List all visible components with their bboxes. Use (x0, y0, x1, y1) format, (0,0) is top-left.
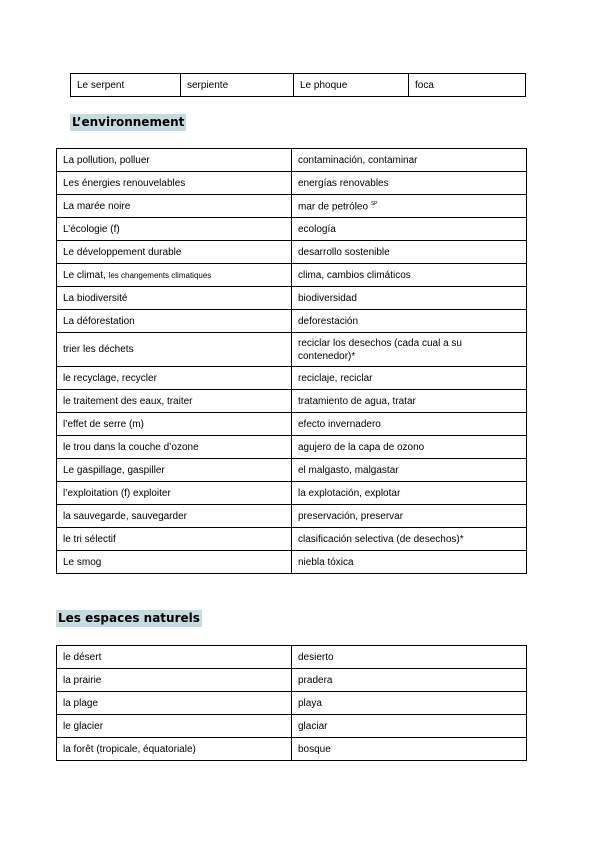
french-term: L’écologie (f) (57, 218, 292, 241)
spanish-term (292, 195, 527, 218)
table-row (57, 149, 527, 172)
french-term-text: Le climat, (63, 269, 106, 281)
table-row (57, 646, 527, 669)
spanish-term: reciclaje, reciclar (292, 367, 527, 390)
environment-vocabulary-table (56, 148, 527, 574)
table-cell: Le phoque (294, 74, 409, 97)
french-term: la sauvegarde, sauvegarder (57, 505, 292, 528)
table-row (57, 505, 527, 528)
table-row (57, 264, 527, 287)
table-row (57, 459, 527, 482)
table-row (57, 390, 527, 413)
table-row (57, 669, 527, 692)
spanish-term: tratamiento de agua, tratar (292, 390, 527, 413)
french-term: La pollution, polluer (57, 149, 292, 172)
french-term: l’effet de serre (m) (57, 413, 292, 436)
spanish-term: desarrollo sostenible (292, 241, 527, 264)
french-term: le trou dans la couche d’ozone (57, 436, 292, 459)
table-row (57, 241, 527, 264)
french-term: la forêt (tropicale, équatoriale) (57, 738, 292, 761)
spanish-term: glaciar (292, 715, 527, 738)
spanish-term: agujero de la capa de ozono (292, 436, 527, 459)
french-term: Le gaspillage, gaspiller (57, 459, 292, 482)
french-term: Le smog (57, 551, 292, 574)
table-row (57, 367, 527, 390)
french-term: La déforestation (57, 310, 292, 333)
table-row (57, 413, 527, 436)
french-term: Le développement durable (57, 241, 292, 264)
spanish-term: clima, cambios climáticos (292, 264, 527, 287)
french-term: La biodiversité (57, 287, 292, 310)
table-row (57, 218, 527, 241)
spanish-term: desierto (292, 646, 527, 669)
spanish-term: el malgasto, malgastar (292, 459, 527, 482)
table-row (57, 195, 527, 218)
spanish-term: preservación, preservar (292, 505, 527, 528)
spanish-term: ecología (292, 218, 527, 241)
spanish-term: playa (292, 692, 527, 715)
french-term: trier les déchets (57, 333, 292, 367)
spanish-term: la explotación, explotar (292, 482, 527, 505)
table-row (57, 551, 527, 574)
spanish-term: energías renovables (292, 172, 527, 195)
table-row (57, 172, 527, 195)
french-term: la prairie (57, 669, 292, 692)
french-term: l’exploitation (f) exploiter (57, 482, 292, 505)
french-term: le désert (57, 646, 292, 669)
animals-table (70, 73, 526, 97)
table-cell: foca (409, 74, 526, 97)
section-heading-environment: L’environnement (72, 115, 185, 129)
french-term: le glacier (57, 715, 292, 738)
region-note: SP (370, 201, 378, 208)
spanish-term: efecto invernadero (292, 413, 527, 436)
french-term: La marée noire (57, 195, 292, 218)
spanish-term: bosque (292, 738, 527, 761)
french-term: la plage (57, 692, 292, 715)
table-row (57, 310, 527, 333)
spanish-term: niebla tóxica (292, 551, 527, 574)
french-term: le recyclage, recycler (57, 367, 292, 390)
french-term: Les énergies renouvelables (57, 172, 292, 195)
table-row (57, 715, 527, 738)
spanish-term: biodiversidad (292, 287, 527, 310)
spanish-term: reciclar los desechos (cada cual a su contenedor)* (292, 333, 527, 367)
spanish-term: pradera (292, 669, 527, 692)
table-row (57, 333, 527, 367)
table-row (57, 287, 527, 310)
table-cell: serpiente (181, 74, 294, 97)
spanish-term: contaminación, contaminar (292, 149, 527, 172)
table-row (57, 436, 527, 459)
french-term: le tri sélectif (57, 528, 292, 551)
french-term: le traitement des eaux, traiter (57, 390, 292, 413)
table-row (57, 692, 527, 715)
table-cell: Le serpent (71, 74, 181, 97)
spanish-term-text: mar de petróleo (298, 201, 369, 213)
natural-spaces-vocabulary-table (56, 645, 527, 761)
table-row (57, 528, 527, 551)
spanish-term: deforestación (292, 310, 527, 333)
spanish-term: clasificación selectiva (de desechos)* (292, 528, 527, 551)
french-term (57, 264, 292, 287)
section-heading-natural-spaces: Les espaces naturels (58, 611, 200, 625)
table-row (71, 74, 526, 97)
table-row (57, 738, 527, 761)
french-term-subtext: les changements climatiques (108, 270, 212, 280)
table-row (57, 482, 527, 505)
